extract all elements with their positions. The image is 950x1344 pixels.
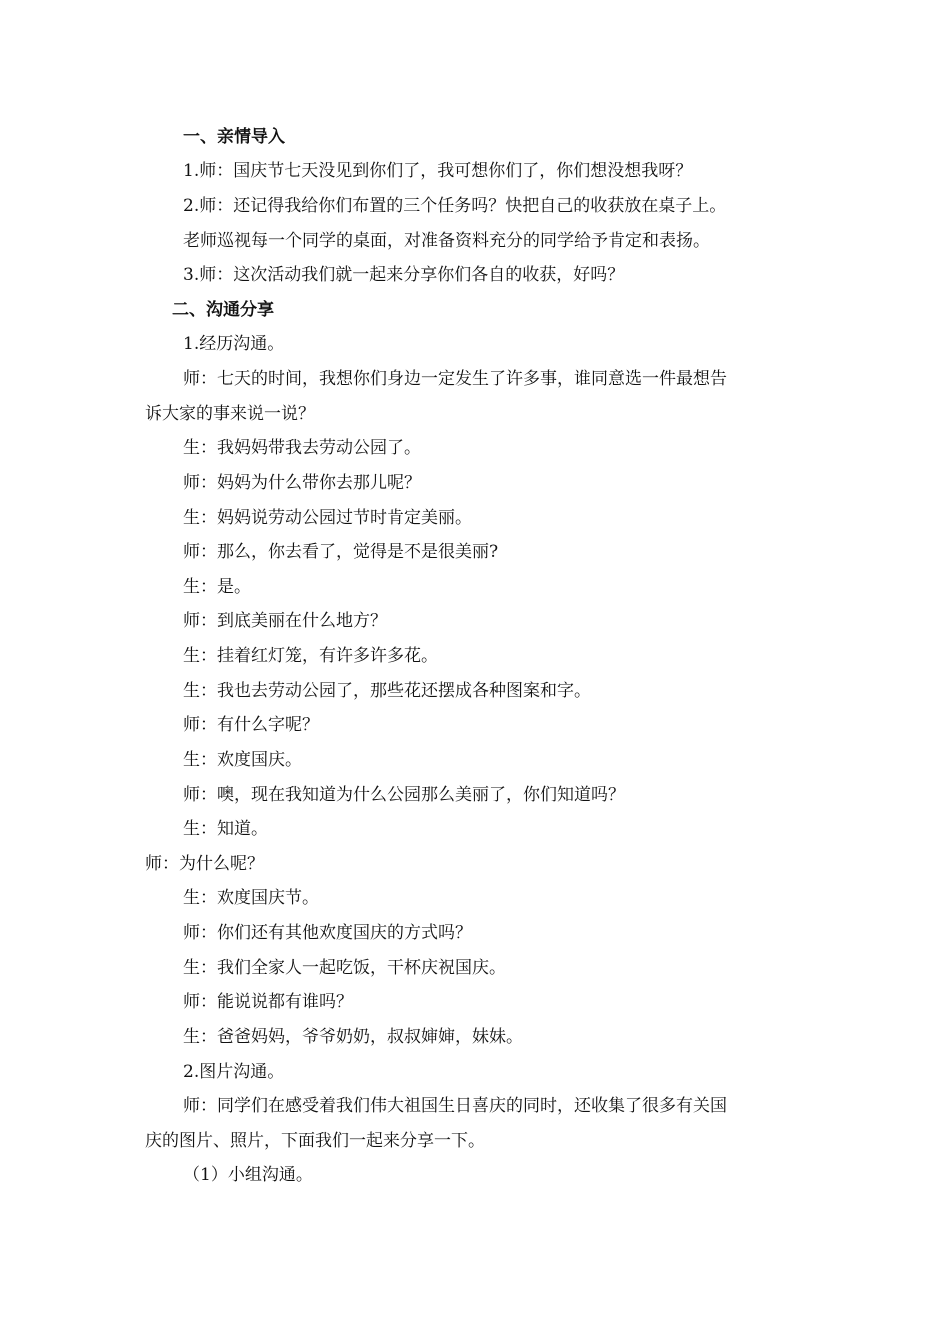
dialogue-line: 生：我也去劳动公园了，那些花还摆成各种图案和字。: [183, 681, 591, 701]
dialogue-line: 师：有什么字呢？: [183, 715, 319, 735]
paragraph-line: 诉大家的事来说一说？: [145, 404, 315, 424]
dialogue-line: 师：能说说都有谁吗？: [183, 992, 353, 1012]
dialogue-line: 师：你们还有其他欢度国庆的方式吗？: [183, 923, 472, 943]
paragraph-line: 老师巡视每一个同学的桌面，对准备资料充分的同学给予肯定和表扬。: [183, 231, 710, 251]
paragraph-line: 1.师：国庆节七天没见到你们了，我可想你们了，你们想没想我呀？: [183, 161, 693, 181]
paragraph-line: 庆的图片、照片，下面我们一起来分享一下。: [145, 1131, 485, 1151]
paragraph-line: 师：同学们在感受着我们伟大祖国生日喜庆的同时，还收集了很多有关国: [183, 1096, 727, 1116]
dialogue-line: 生：我妈妈带我去劳动公园了。: [183, 438, 421, 458]
dialogue-line: 师：噢，现在我知道为什么公园那么美丽了，你们知道吗？: [183, 785, 625, 805]
paragraph-line: 2.图片沟通。: [183, 1062, 285, 1082]
dialogue-line: 师：妈妈为什么带你去那儿呢？: [183, 473, 421, 493]
dialogue-line: 师：为什么呢？: [145, 854, 264, 874]
dialogue-line: 生：妈妈说劳动公园过节时肯定美丽。: [183, 508, 472, 528]
dialogue-line: 师：那么，你去看了，觉得是不是很美丽?: [183, 542, 499, 562]
section-heading-1: 一、亲情导入: [183, 127, 285, 147]
paragraph-line: 师：七天的时间，我想你们身边一定发生了许多事，谁同意选一件最想告: [183, 369, 727, 389]
paragraph-line: （1）小组沟通。: [183, 1165, 313, 1185]
dialogue-line: 生：挂着红灯笼，有许多许多花。: [183, 646, 438, 666]
dialogue-line: 生：欢度国庆。: [183, 750, 302, 770]
dialogue-line: 生：爸爸妈妈，爷爷奶奶，叔叔婶婶，妹妹。: [183, 1027, 523, 1047]
section-heading-2: 二、沟通分享: [172, 300, 274, 320]
paragraph-line: 3.师：这次活动我们就一起来分享你们各自的收获，好吗？: [183, 265, 625, 285]
dialogue-line: 生：知道。: [183, 819, 268, 839]
paragraph-line: 2.师：还记得我给你们布置的三个任务吗？快把自己的收获放在桌子上。: [183, 196, 727, 216]
paragraph-line: 1.经历沟通。: [183, 334, 285, 354]
dialogue-line: 生：是。: [183, 577, 251, 597]
dialogue-line: 师：到底美丽在什么地方？: [183, 611, 387, 631]
dialogue-line: 生：我们全家人一起吃饭，干杯庆祝国庆。: [183, 958, 506, 978]
dialogue-line: 生：欢度国庆节。: [183, 888, 319, 908]
